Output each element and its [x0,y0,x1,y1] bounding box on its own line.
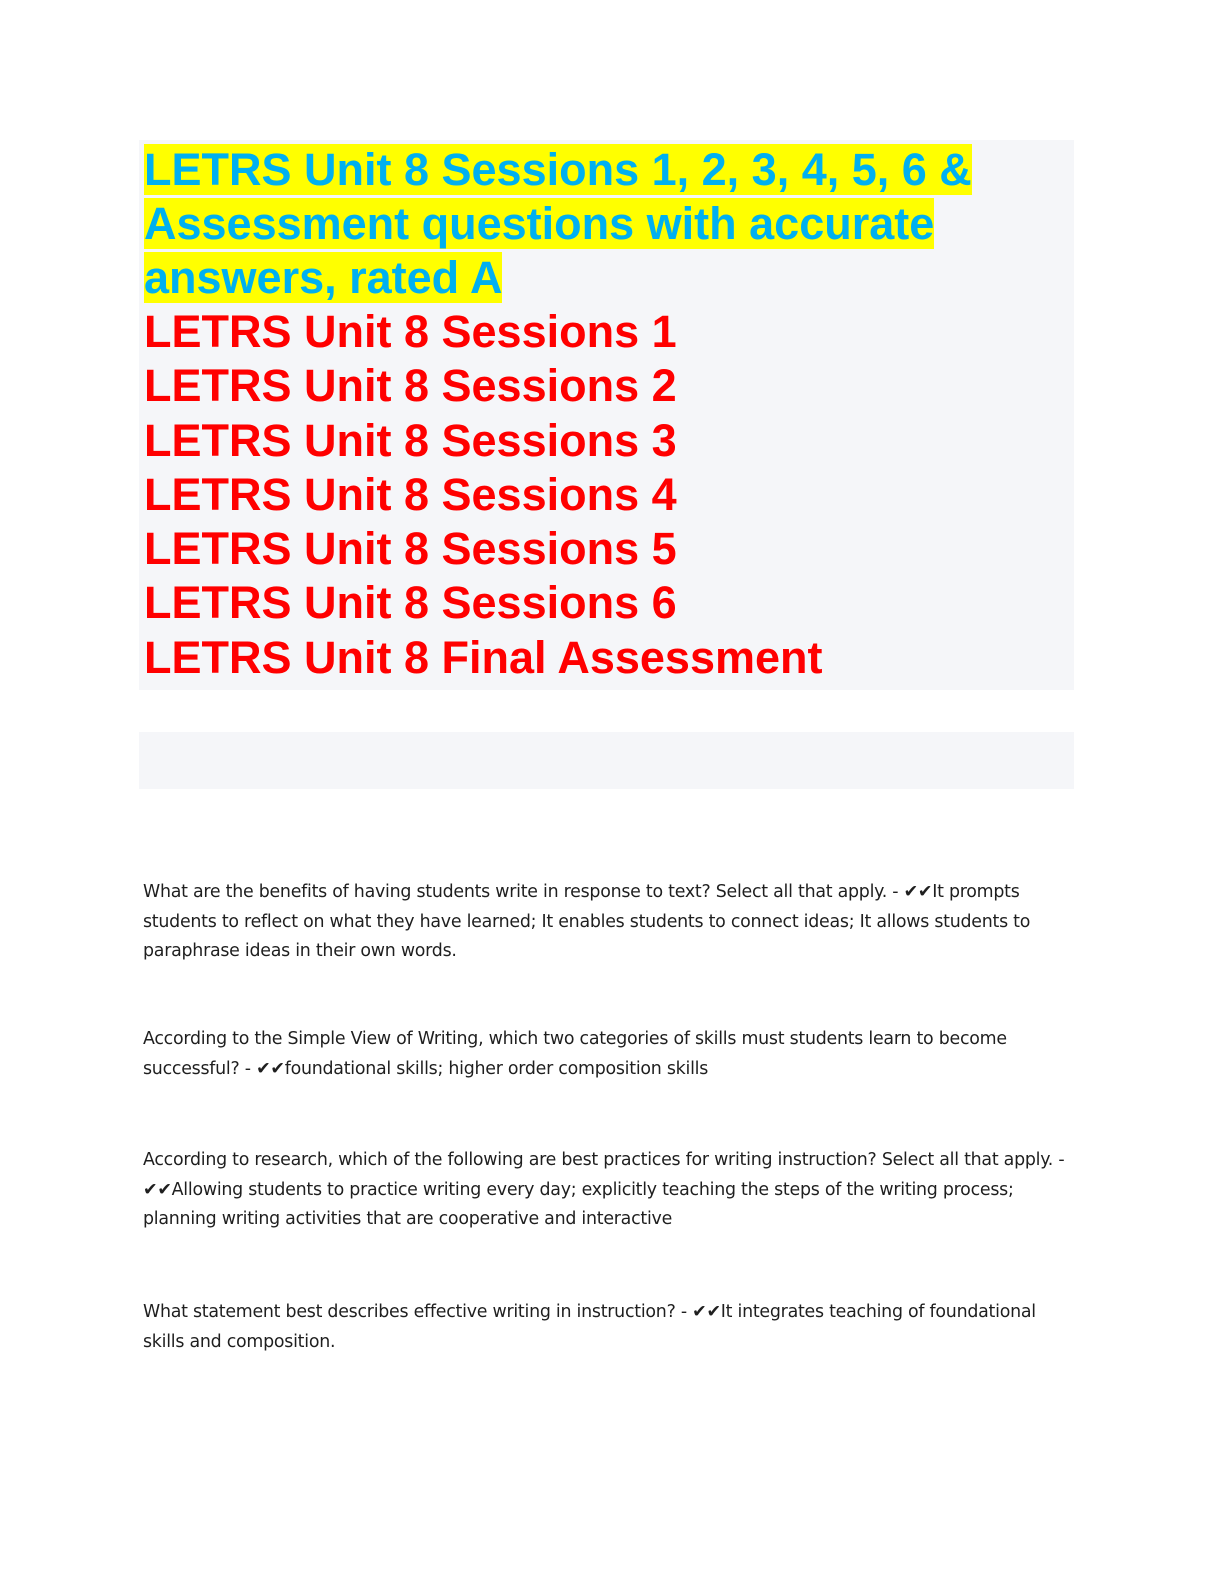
qa-item: According to research, which of the following are best practices for writing instruction? Select all that apply. - ✔✔Allowing students to practice writing every day; explicitly teaching the steps of the writing process; planning writing activities that are cooperative and interactive [143,1150,1065,1229]
session-list-item: LETRS Unit 8 Sessions 2 [144,360,677,412]
session-list [144,305,1069,685]
session-list-item: LETRS Unit 8 Sessions 1 [144,306,677,357]
highlighted-title-text: LETRS Unit 8 Sessions 1, 2, 3, 4, 5, 6 & Assessment questions with accurate answers, rated A [144,144,972,303]
qa-item: What are the benefits of having students write in response to text? Select all that apply. - ✔✔It prompts students to reflect on what they have learned; It enables students to connect ideas; It allows students to paraphrase ideas in their own words. [143,882,1031,961]
session-list-item: LETRS Unit 8 Sessions 3 [144,414,677,466]
session-list-item: LETRS Unit 8 Sessions 4 [144,468,677,520]
session-list-item: LETRS Unit 8 Sessions 6 [144,577,677,629]
empty-shaded-block [139,732,1074,789]
title-block [139,140,1074,690]
qa-item: According to the Simple View of Writing, which two categories of skills must students learn to become successful? - ✔✔foundational skills; higher order composition skills [143,1029,1007,1079]
title-inner [144,143,1069,685]
document-title [144,143,1069,305]
session-list-item: LETRS Unit 8 Sessions 5 [144,523,677,575]
qa-item: What statement best describes effective writing in instruction? - ✔✔It integrates teaching of foundational skills and composition. [143,1302,1036,1352]
final-assessment-item: LETRS Unit 8 Final Assessment [144,631,823,683]
